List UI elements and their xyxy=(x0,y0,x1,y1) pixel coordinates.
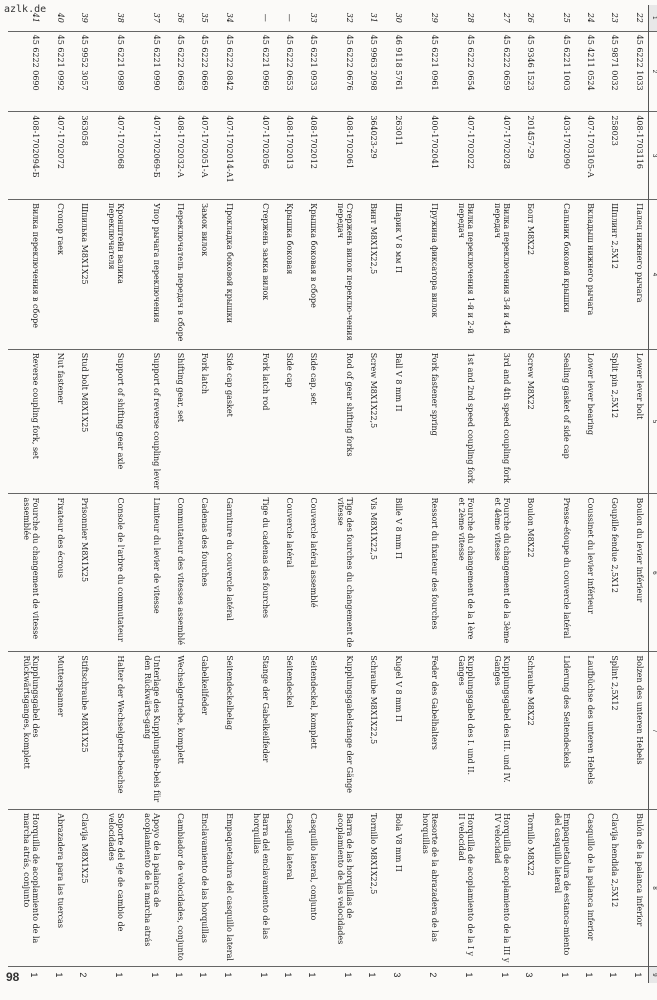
name-spanish: Empaquetadura del casquillo lateral xyxy=(213,810,237,967)
catalog-code: 45 9963 2098 xyxy=(358,31,382,112)
name-russian: Вилка переключения 3-й и 4-й передач xyxy=(479,200,515,350)
name-english: 1st and 2nd speed coupling fork xyxy=(443,349,479,494)
catalog-code: 45 6221 0961 xyxy=(407,31,443,112)
name-spanish: Casquillo lateral, conjunto xyxy=(298,810,322,967)
catalog-code: 45 6221 0969 xyxy=(238,31,274,112)
name-english: Stud bolt M8X1X25 xyxy=(69,349,93,494)
detail-number: 201457-29 xyxy=(515,112,539,200)
name-english: Side cap, set xyxy=(298,349,322,494)
position-number: 29 xyxy=(407,5,443,31)
name-russian: Замок вилок xyxy=(189,200,213,350)
name-french: Coussinet du levier inférieur xyxy=(575,494,599,652)
name-german: Stiftschraube M8X1X25 xyxy=(69,652,93,810)
name-french: Fixateur des écrous xyxy=(44,494,68,652)
name-russian: Палец нижнего рычага xyxy=(624,200,649,350)
name-russian: Крышка боковая в сборе xyxy=(298,200,322,350)
name-german: Splint 2,5X12 xyxy=(599,652,623,810)
name-russian: Переключатель передач в сборе xyxy=(165,200,189,350)
detail-number: 407-1702014-А1 xyxy=(213,112,237,200)
quantity: 1 xyxy=(113,972,124,978)
catalog-code: 45 6221 0990 xyxy=(129,31,165,112)
catalog-code: 45 6221 0933 xyxy=(298,31,322,112)
table-row xyxy=(213,5,237,983)
position-number: 23 xyxy=(599,5,623,31)
catalog-code: 46 9118 5761 xyxy=(382,31,406,112)
position-number: 24 xyxy=(575,5,599,31)
name-spanish: Horquilla de acoplamiento de la III y IV velocidad xyxy=(479,810,515,967)
name-russian: Сальник боковой крышки xyxy=(539,200,575,350)
name-spanish: Barra de las horquillas de acoplamiento de las velocidades xyxy=(322,810,358,967)
name-french: Fourche du changement de la 1ère et 2ème vitesse xyxy=(443,494,479,652)
table-row xyxy=(575,5,599,983)
name-spanish: Soporte del eje de cambio de velocidades xyxy=(93,810,129,967)
name-spanish: Tornillo M8X22 xyxy=(515,810,539,967)
catalog-code: 45 6222 0690 xyxy=(8,31,44,112)
name-spanish: Empaquetadura de estanca-miento del casquillo lateral xyxy=(539,810,575,967)
name-russian: Вкладыш нижнего рычага xyxy=(575,200,599,350)
table-row xyxy=(69,5,93,983)
table-row xyxy=(44,5,68,983)
name-german: Feder des Gabelhalters xyxy=(407,652,443,810)
name-spanish: Horquilla de acoplamiento de la marcha atrás, conjunto xyxy=(8,810,44,967)
name-english: Side cap gasket xyxy=(213,349,237,494)
name-english: 3rd and 4th speed coupling fork xyxy=(479,349,515,494)
detail-number: 407-1702056 xyxy=(238,112,274,200)
name-english: Reverse coupling fork, set xyxy=(8,349,44,494)
table-row xyxy=(515,5,539,983)
name-english: Screw M8X22 xyxy=(515,349,539,494)
detail-number: 263011 xyxy=(382,112,406,200)
catalog-code: 45 6222 0653 xyxy=(274,31,298,112)
catalog-code: 45 6222 0654 xyxy=(443,31,479,112)
name-german: Schraube M8X22 xyxy=(515,652,539,810)
catalog-code: 45 9346 1523 xyxy=(515,31,539,112)
name-russian: Крышка боковая xyxy=(274,200,298,350)
name-english: Nut fastener xyxy=(44,349,68,494)
detail-number: 408-1702032-А xyxy=(165,112,189,200)
col-number-3: 3 xyxy=(649,112,657,200)
position-number: 33 xyxy=(298,5,322,31)
table-row xyxy=(599,5,623,983)
col-number-2: 2 xyxy=(649,31,657,112)
name-spanish: Barra del enclavamiento de las horquillas xyxy=(238,810,274,967)
name-english: Side cap xyxy=(274,349,298,494)
name-french: Fourche du changement de vitesse assemblée xyxy=(8,494,44,652)
name-spanish: Abrazadera para las tuercas xyxy=(44,810,68,967)
name-german: Kupplungsgabel des Rückwärtsganges, komplett xyxy=(8,652,44,810)
table-row xyxy=(274,5,298,983)
table-row xyxy=(129,5,165,983)
table-row xyxy=(298,5,322,983)
name-french: Fourche du changement de la 3ème et 4ème vitesse xyxy=(479,494,515,652)
name-spanish: Casquillo de la palanca inferior xyxy=(575,810,599,967)
col-number-7: 7 xyxy=(649,652,657,810)
name-russian: Стержень замка вилок xyxy=(238,200,274,350)
name-spanish: Bola V8 mm П xyxy=(382,810,406,967)
quantity: 1 xyxy=(463,972,474,978)
quantity: 1 xyxy=(633,972,643,978)
detail-number: 407-1702072 xyxy=(44,112,68,200)
name-english: Support of reverse coupling lever xyxy=(129,349,165,494)
table-row xyxy=(624,5,649,983)
quantity: 1 xyxy=(174,972,185,978)
col-number-4: 4 xyxy=(649,200,657,350)
name-german: Seitendeckel, komplett xyxy=(298,652,322,810)
name-english: Rod of gear shifting forks xyxy=(322,349,358,494)
name-french: Prisonnier M8X1X25 xyxy=(69,494,93,652)
col-number-1: 1 xyxy=(649,5,657,31)
name-german: Kupplungsgabelstange der Gänge xyxy=(322,652,358,810)
quantity: 1 xyxy=(560,972,571,978)
position-number: 35 xyxy=(189,5,213,31)
quantity: 2 xyxy=(77,972,88,978)
table-row xyxy=(358,5,382,983)
name-french: Console de l'arbre du commutateur xyxy=(93,494,129,652)
detail-number: 400-1702041 xyxy=(407,112,443,200)
table-row xyxy=(479,5,515,983)
name-english: Shifting gear, set xyxy=(165,349,189,494)
name-russian: Вилка переключения 1-й и 2-й передач xyxy=(443,200,479,350)
name-spanish: Clavija M8X1X25 xyxy=(69,810,93,967)
name-french: Boulon du levier inférieur xyxy=(624,494,649,652)
position-number: 31 xyxy=(358,5,382,31)
quantity: 1 xyxy=(367,972,378,978)
quantity: 1 xyxy=(584,972,595,978)
table-row xyxy=(382,5,406,983)
detail-number: 403-1702090 xyxy=(539,112,575,200)
table-row xyxy=(443,5,479,983)
position-number: 39 xyxy=(69,5,93,31)
col-number-5: 5 xyxy=(649,349,657,494)
rotated-table-container xyxy=(8,5,657,983)
name-english: Fork latch rod xyxy=(238,349,274,494)
name-german: Seitendeckel xyxy=(274,652,298,810)
quantity: 1 xyxy=(149,972,160,978)
position-number: 34 xyxy=(213,5,237,31)
detail-number: 408-1702013 xyxy=(274,112,298,200)
detail-number: 408-1702061 xyxy=(322,112,358,200)
quantity: 1 xyxy=(29,972,40,978)
name-english: Lower lever bearing xyxy=(575,349,599,494)
position-number: — xyxy=(274,5,298,31)
name-english: Fork latch xyxy=(189,349,213,494)
name-french: Boulon M8X22 xyxy=(515,494,539,652)
quantity: 1 xyxy=(608,972,619,978)
col-number-8: 8 xyxy=(649,810,657,967)
column-number-row xyxy=(649,5,657,983)
name-german: Liderung des Seitendeckels xyxy=(539,652,575,810)
name-french: Commutateur des vitesses assemblé xyxy=(165,494,189,652)
name-german: Halter der Wechselgetrie-beachse xyxy=(93,652,129,810)
name-german: Bolzen des unteren Hebels xyxy=(624,652,649,810)
position-number: — xyxy=(238,5,274,31)
quantity: 1 xyxy=(499,972,510,978)
name-english: Sealing gasket of side cap xyxy=(539,349,575,494)
parts-table xyxy=(8,5,657,983)
detail-number: 408-1703116 xyxy=(624,112,649,200)
name-spanish: Bulón de la palanca inferior xyxy=(624,810,649,967)
name-french: Goupille fendue 2,5X12 xyxy=(599,494,623,652)
table-row xyxy=(322,5,358,983)
name-french: Tige des fourches du changement de vitesse xyxy=(322,494,358,652)
table-row xyxy=(8,5,44,983)
name-spanish: Resorte de la abrazadera de las horquillas xyxy=(407,810,443,967)
name-russian: Стопор гаек xyxy=(44,200,68,350)
quantity: 2 xyxy=(427,972,438,978)
position-number: 37 xyxy=(129,5,165,31)
catalog-code: 45 6221 0989 xyxy=(93,31,129,112)
catalog-code: 45 6222 0659 xyxy=(479,31,515,112)
name-russian: Шплинт 2,5Х12 xyxy=(599,200,623,350)
detail-number: 364023-29 xyxy=(358,112,382,200)
name-spanish: Tornillo M8X1X22,5 xyxy=(358,810,382,967)
name-french: Garniture du couvercle latéral xyxy=(213,494,237,652)
name-german: Laufbüchse des unteren Hebels xyxy=(575,652,599,810)
name-english: Support of shifting gear axle xyxy=(93,349,129,494)
catalog-code: 45 4211 0524 xyxy=(575,31,599,112)
name-spanish: Casquillo lateral xyxy=(274,810,298,967)
catalog-code: 45 6221 1003 xyxy=(539,31,575,112)
detail-number: 407-1702028 xyxy=(479,112,515,200)
name-german: Kugel V 8 mm П xyxy=(382,652,406,810)
quantity: 1 xyxy=(198,972,209,978)
detail-number: 363058 xyxy=(69,112,93,200)
quantity: 1 xyxy=(53,972,64,978)
page-number: 98 xyxy=(6,970,20,984)
quantity: 1 xyxy=(282,972,293,978)
name-russian: Вилка переключения в сборе xyxy=(8,200,44,350)
catalog-code: 45 9952 3057 xyxy=(69,31,93,112)
detail-number: 407-1702022 xyxy=(443,112,479,200)
name-german: Unterlage des Kupplungshe-bels für den Rückwärts-gang xyxy=(129,652,165,810)
table-row xyxy=(407,5,443,983)
name-french: Ressort du fixateur des fourches xyxy=(407,494,443,652)
col-number-9: 9 xyxy=(649,966,657,983)
col-number-6: 6 xyxy=(649,494,657,652)
quantity: 1 xyxy=(222,972,233,978)
detail-number: 407-1702069-Б xyxy=(129,112,165,200)
name-english: Screw M8X1X22,5 xyxy=(358,349,382,494)
name-russian: Болт М8Х22 xyxy=(515,200,539,350)
name-german: Gabelkeilfeder xyxy=(189,652,213,810)
detail-number: 408-1702012 xyxy=(298,112,322,200)
name-spanish: Apoyo de la palanca de acoplamiento de la marcha atrás xyxy=(129,810,165,967)
position-number: 32 xyxy=(322,5,358,31)
name-russian: Кронштейн валика переключателя xyxy=(93,200,129,350)
position-number: 26 xyxy=(515,5,539,31)
name-german: Kupplungsgabel des I. und II. Ganges xyxy=(443,652,479,810)
table-row xyxy=(238,5,274,983)
name-german: Seitendeckelbelag xyxy=(213,652,237,810)
name-russian: Пружина фиксатора вилок xyxy=(407,200,443,350)
catalog-code: 45 9871 0032 xyxy=(599,31,623,112)
table-row xyxy=(189,5,213,983)
quantity: 3 xyxy=(391,972,402,978)
catalog-code: 45 6222 0663 xyxy=(165,31,189,112)
name-russian: Стержень вилок переклю-чения передач xyxy=(322,200,358,350)
table-row xyxy=(539,5,575,983)
name-russian: Винт М8Х1Х22,5 xyxy=(358,200,382,350)
position-number: 22 xyxy=(624,5,649,31)
catalog-code: 45 6222 1033 xyxy=(624,31,649,112)
position-number: 25 xyxy=(539,5,575,31)
name-spanish: Clavija hendida 2,5X12 xyxy=(599,810,623,967)
position-number: 36 xyxy=(165,5,189,31)
name-english: Split pin 2,5X12 xyxy=(599,349,623,494)
quantity: 1 xyxy=(307,972,318,978)
name-french: Couvercle latéral assemblé xyxy=(298,494,322,652)
name-german: Stange der Gabelkeilfeder xyxy=(238,652,274,810)
detail-number: 258023 xyxy=(599,112,623,200)
position-number: 40 xyxy=(44,5,68,31)
name-spanish: Enclavamiento de las horquillas xyxy=(189,810,213,967)
quantity: 1 xyxy=(258,972,269,978)
name-french: Cadenas des fourches xyxy=(189,494,213,652)
name-russian: Прокладка боковой крышки xyxy=(213,200,237,350)
quantity: 1 xyxy=(343,972,354,978)
detail-number: 408-1702094-Б xyxy=(8,112,44,200)
table-row xyxy=(165,5,189,983)
name-english: Ball V 8 mm П xyxy=(382,349,406,494)
catalog-code: 45 6221 0992 xyxy=(44,31,68,112)
detail-number: 407-1702068 xyxy=(93,112,129,200)
name-russian: Упор рычага переключения xyxy=(129,200,165,350)
name-english: Fork fastener spring xyxy=(407,349,443,494)
name-german: Schraube M8X1X22,5 xyxy=(358,652,382,810)
name-french: Couvercle latéral xyxy=(274,494,298,652)
name-german: Mutterspanner xyxy=(44,652,68,810)
name-spanish: Cambiador de velocidades, conjunto xyxy=(165,810,189,967)
catalog-code: 45 6222 0842 xyxy=(213,31,237,112)
detail-number: 407-1702051-А xyxy=(189,112,213,200)
name-russian: Шарик V 8 мм П xyxy=(382,200,406,350)
detail-number: 407-1703105-А xyxy=(575,112,599,200)
name-french: Limiteur du levier de vitesse xyxy=(129,494,165,652)
name-russian: Шпилька М8Х1Х25 xyxy=(69,200,93,350)
position-number: 38 xyxy=(93,5,129,31)
name-french: Vis M8X1X22,5 xyxy=(358,494,382,652)
name-french: Presse-étoupe du couvercle latéral xyxy=(539,494,575,652)
table-row xyxy=(93,5,129,983)
catalog-code: 45 6222 0669 xyxy=(189,31,213,112)
position-number: 41 xyxy=(8,5,44,31)
name-english: Lower lever bolt xyxy=(624,349,649,494)
position-number: 28 xyxy=(443,5,479,31)
site-watermark: azlk.de xyxy=(4,4,47,15)
name-german: Wechselgetriebe, komplett xyxy=(165,652,189,810)
name-spanish: Horquilla de acoplamiento de la I y II velocidad xyxy=(443,810,479,967)
quantity: 3 xyxy=(523,972,534,978)
position-number: 27 xyxy=(479,5,515,31)
name-german: Kupplungsgabel des III. und IV. Ganges xyxy=(479,652,515,810)
position-number: 30 xyxy=(382,5,406,31)
name-french: Bille V 8 mm П xyxy=(382,494,406,652)
catalog-code: 45 6222 0676 xyxy=(322,31,358,112)
name-french: Tige du cadenas des fourches xyxy=(238,494,274,652)
